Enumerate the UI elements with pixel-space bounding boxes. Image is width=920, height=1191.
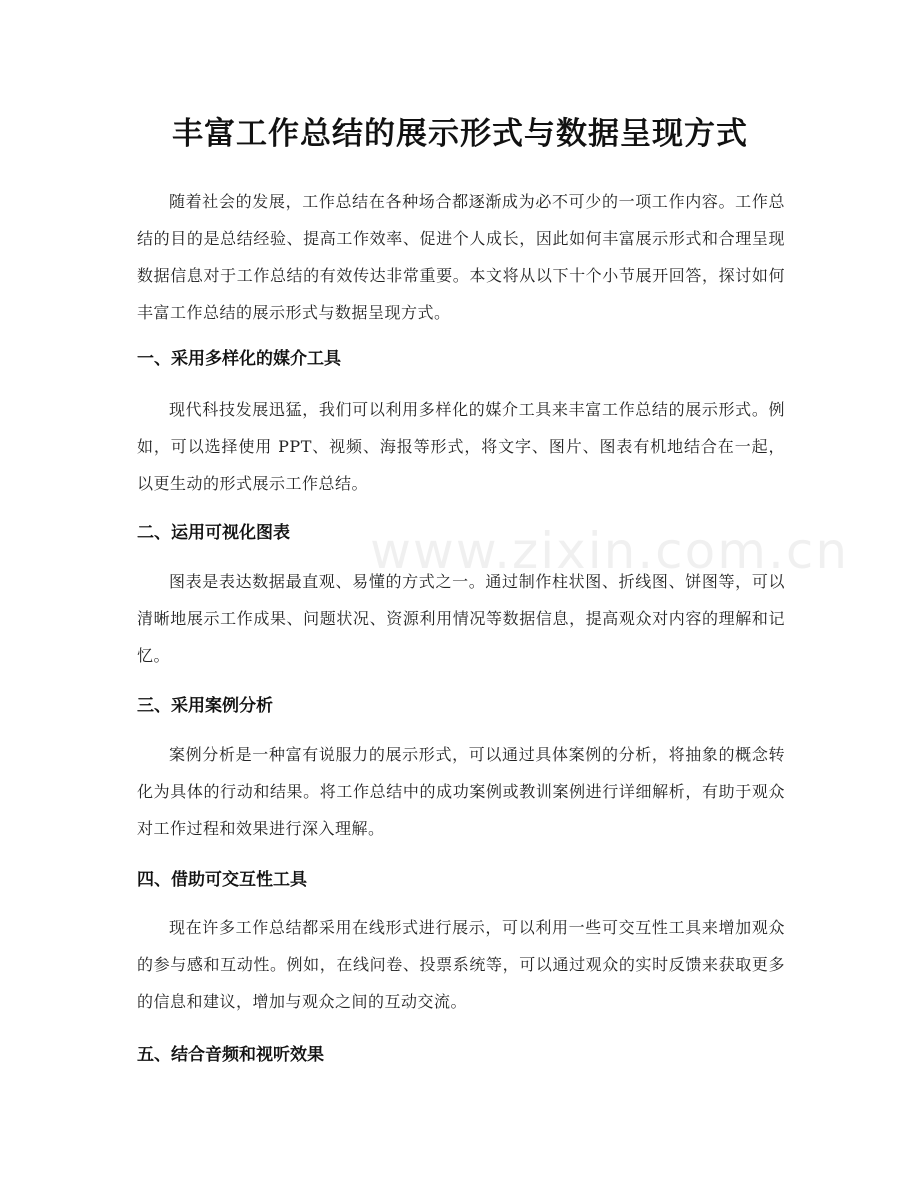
intro-paragraph: 随着社会的发展，工作总结在各种场合都逐渐成为必不可少的一项工作内容。工作总结的目的是总结经验、提高工作效率、促进个人成长，因此如何丰富展示形式和合理呈现数据信息对于工作总结的有效传达非常重要。本文将从以下十个小节展开回答，探讨如何丰富工作总结的展示形式与数据呈现方式。: [137, 192, 785, 322]
section-heading-5: 五、结合音频和视听效果: [137, 1045, 324, 1065]
section-heading-4: 四、借助可交互性工具: [137, 870, 307, 890]
section-body-1: 现代科技发展迅猛，我们可以利用多样化的媒介工具来丰富工作总结的展示形式。例如，可以选择使用 PPT、视频、海报等形式，将文字、图片、图表有机地结合在一起，以更生动的形式展示工作总结。: [137, 400, 785, 493]
section-heading-2: 二、运用可视化图表: [137, 523, 290, 543]
section-body-2: 图表是表达数据最直观、易懂的方式之一。通过制作柱状图、折线图、饼图等，可以清晰地展示工作成果、问题状况、资源利用情况等数据信息，提高观众对内容的理解和记忆。: [137, 572, 785, 665]
section-body-3: 案例分析是一种富有说服力的展示形式，可以通过具体案例的分析，将抽象的概念转化为具体的行动和结果。将工作总结中的成功案例或教训案例进行详细解析，有助于观众对工作过程和效果进行深入理解。: [137, 745, 785, 838]
section-heading-3: 三、采用案例分析: [137, 696, 273, 716]
section-heading-1: 一、采用多样化的媒介工具: [137, 349, 341, 369]
watermark: www.zixin.com.cn: [370, 522, 850, 580]
document-title: 丰富工作总结的展示形式与数据呈现方式: [172, 116, 748, 152]
section-body-4: 现在许多工作总结都采用在线形式进行展示，可以利用一些可交互性工具来增加观众的参与感和互动性。例如，在线问卷、投票系统等，可以通过观众的实时反馈来获取更多的信息和建议，增加与观众之间的互动交流。: [137, 918, 785, 1011]
